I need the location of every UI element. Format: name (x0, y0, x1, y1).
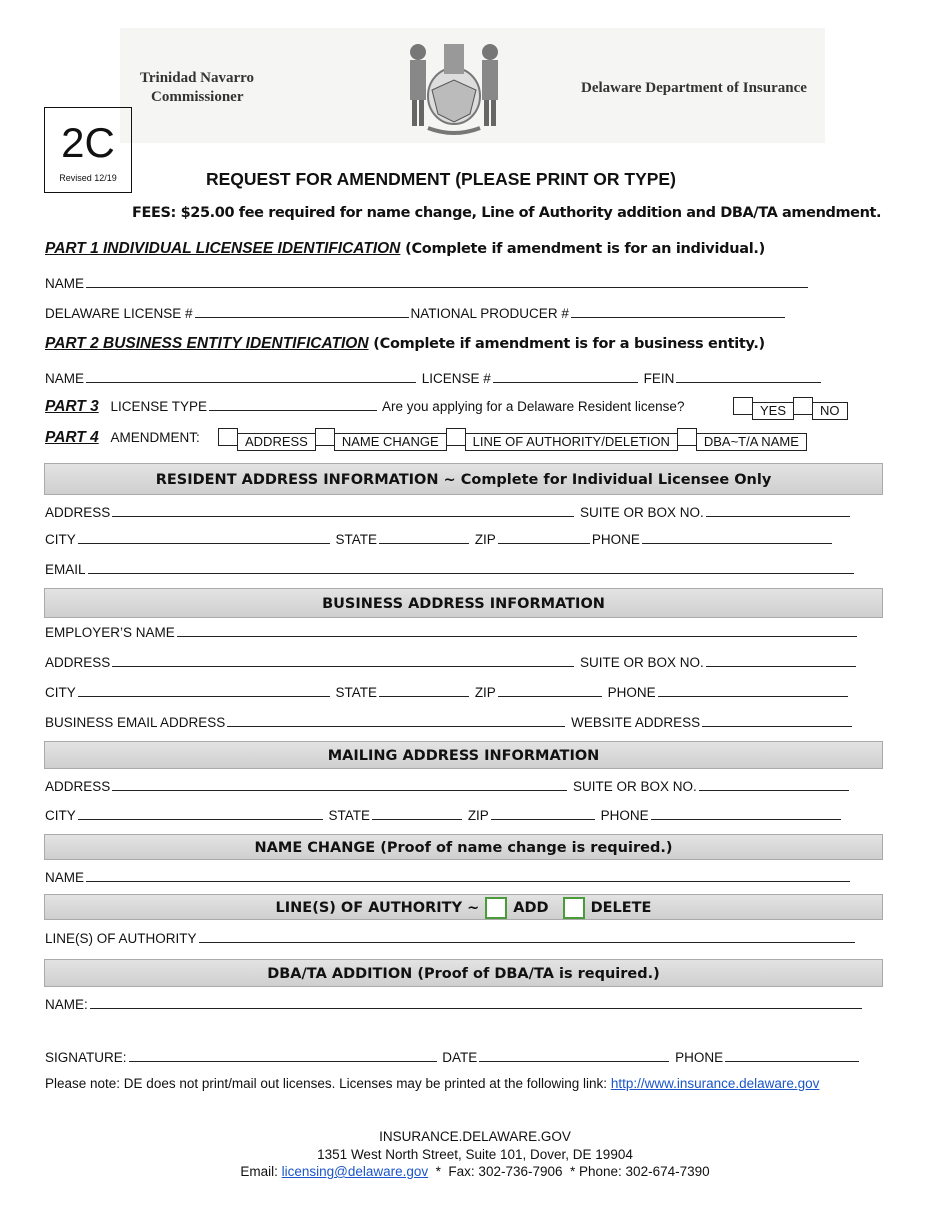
resident-email-label: EMAIL (45, 562, 86, 577)
signature-phone-field[interactable] (725, 1049, 859, 1062)
part1-name-row (45, 275, 810, 291)
part2-license-field[interactable] (493, 370, 638, 383)
amendment-address[interactable]: ADDRESS (237, 433, 316, 451)
fein-label: FEIN (643, 371, 675, 386)
business-address-row (45, 654, 858, 670)
resident-yes-no (733, 397, 848, 420)
loa-add-label: ADD (513, 900, 549, 916)
website-field[interactable] (702, 714, 852, 727)
resident-state-label: STATE (335, 532, 378, 547)
amendment-dba[interactable]: DBA~T/A NAME (696, 433, 807, 451)
loa-header-label: LINE(S) OF AUTHORITY ~ (275, 900, 480, 916)
mailing-phone-label: PHONE (600, 808, 649, 823)
footer-fax-phone: * Fax: 302-736-7906 * Phone: 302-674-7390 (428, 1164, 710, 1179)
signature-phone-label: PHONE (675, 1050, 724, 1065)
mailing-city-row (45, 807, 843, 823)
signature-field[interactable] (129, 1049, 437, 1062)
business-address-label: ADDRESS (45, 655, 111, 670)
loa-row (45, 930, 857, 946)
dba-row (45, 996, 864, 1012)
resident-phone-label: PHONE (591, 532, 640, 547)
footer (0, 1128, 950, 1181)
amendment-name-change-box[interactable] (315, 428, 335, 446)
signature-label: SIGNATURE: (45, 1050, 127, 1065)
business-phone-field[interactable] (658, 684, 848, 697)
part4-label: PART 4 (45, 429, 99, 446)
de-license-field[interactable] (195, 305, 409, 318)
business-suite-field[interactable] (706, 654, 856, 667)
amendment-loa[interactable]: LINE OF AUTHORITY/DELETION (465, 433, 678, 451)
loa-delete-label: DELETE (590, 900, 652, 916)
part1-name-label: NAME (45, 276, 85, 291)
business-suite-label: SUITE OR BOX NO. (580, 655, 704, 670)
mailing-city-label: CITY (45, 808, 76, 823)
mailing-state-field[interactable] (372, 807, 462, 820)
form-code-box (44, 107, 132, 193)
loa-field-label: LINE(S) OF AUTHORITY (45, 931, 197, 946)
resident-question: Are you applying for a Delaware Resident license? (382, 399, 685, 414)
mailing-zip-label: ZIP (467, 808, 489, 823)
fees-note: FEES: $25.00 fee required for name change, Line of Authority addition and DBA/TA amendment. (132, 205, 882, 221)
license-type-label: LICENSE TYPE (110, 399, 208, 414)
de-license-label: DELAWARE LICENSE # (45, 306, 193, 321)
employer-label: EMPLOYER’S NAME (45, 625, 175, 640)
resident-address-label: ADDRESS (45, 505, 111, 520)
resident-no-option[interactable]: NO (812, 402, 848, 420)
business-state-label: STATE (335, 685, 378, 700)
part1-note: (Complete if amendment is for an individual.) (400, 241, 765, 257)
part3-label: PART 3 (45, 398, 99, 415)
commissioner-name: Trinidad Navarro (140, 70, 255, 86)
commissioner-title: Commissioner (151, 89, 244, 105)
part3-row (45, 398, 684, 416)
footer-site: INSURANCE.DELAWARE.GOV (379, 1129, 571, 1144)
business-state-field[interactable] (379, 684, 469, 697)
mailing-suite-field[interactable] (699, 778, 849, 791)
department-name: Delaware Department of Insurance (581, 80, 807, 96)
business-email-label: BUSINESS EMAIL ADDRESS (45, 715, 226, 730)
signature-row (45, 1049, 861, 1065)
dba-name-label: NAME: (45, 997, 88, 1012)
part1-label: PART 1 INDIVIDUAL LICENSEE IDENTIFICATION (45, 240, 401, 257)
loa-field[interactable] (199, 930, 855, 943)
part2-license-label: LICENSE # (421, 371, 491, 386)
name-change-field[interactable] (86, 869, 850, 882)
part2-heading (45, 335, 765, 353)
name-change-section-header: NAME CHANGE (Proof of name change is required.) (44, 834, 883, 860)
business-zip-label: ZIP (474, 685, 496, 700)
resident-email-row (45, 561, 856, 577)
resident-phone-field[interactable] (642, 531, 832, 544)
form-code: 2C (61, 119, 115, 166)
mailing-address-label: ADDRESS (45, 779, 111, 794)
business-email-row (45, 714, 854, 730)
footer-email-label: Email: (240, 1164, 282, 1179)
resident-address-field[interactable] (112, 504, 574, 517)
license-print-note (45, 1076, 819, 1091)
part1-heading (45, 240, 765, 258)
loa-section-header (44, 894, 883, 920)
part2-note: (Complete if amendment is for a business entity.) (368, 336, 765, 352)
part1-license-row (45, 305, 787, 321)
mailing-state-label: STATE (328, 808, 371, 823)
name-change-row (45, 869, 852, 885)
signature-date-label: DATE (442, 1050, 478, 1065)
loa-add-checkbox[interactable] (485, 897, 507, 919)
delaware-seal (398, 30, 510, 138)
page-title: REQUEST FOR AMENDMENT (PLEASE PRINT OR TYPE) (206, 169, 676, 189)
resident-suite-label: SUITE OR BOX NO. (580, 505, 704, 520)
part1-name-field[interactable] (86, 275, 808, 288)
mailing-suite-label: SUITE OR BOX NO. (573, 779, 697, 794)
fein-field[interactable] (676, 370, 821, 383)
business-phone-label: PHONE (607, 685, 656, 700)
mailing-address-row (45, 778, 851, 794)
employer-field[interactable] (177, 624, 857, 637)
part2-name-field[interactable] (86, 370, 416, 383)
amendment-loa-box[interactable] (446, 428, 466, 446)
name-change-label: NAME (45, 870, 85, 885)
website-label: WEBSITE ADDRESS (571, 715, 701, 730)
mailing-city-field[interactable] (78, 807, 323, 820)
resident-city-row (45, 531, 834, 547)
resident-city-field[interactable] (78, 531, 330, 544)
resident-blank-box[interactable] (733, 397, 753, 415)
mailing-address-field[interactable] (112, 778, 567, 791)
resident-zip-label: ZIP (474, 532, 496, 547)
employer-row (45, 624, 859, 640)
amendment-name-change[interactable]: NAME CHANGE (334, 433, 447, 451)
part2-label: PART 2 BUSINESS ENTITY IDENTIFICATION (45, 335, 369, 352)
resident-section-header: RESIDENT ADDRESS INFORMATION ~ Complete for Individual Licensee Only (44, 463, 883, 495)
footer-email-link[interactable]: licensing@delaware.gov (281, 1164, 429, 1179)
resident-email-field[interactable] (88, 561, 854, 574)
business-city-field[interactable] (78, 684, 330, 697)
npn-field[interactable] (571, 305, 785, 318)
amendment-dba-box[interactable] (677, 428, 697, 446)
signature-date-field[interactable] (479, 1049, 669, 1062)
resident-no-box[interactable] (793, 397, 813, 415)
footer-contact (0, 1163, 950, 1181)
business-email-field[interactable] (227, 714, 565, 727)
amendment-address-box[interactable] (218, 428, 238, 446)
dba-section-header: DBA/TA ADDITION (Proof of DBA/TA is required.) (44, 959, 883, 987)
part4-row (45, 429, 200, 447)
business-zip-field[interactable] (498, 684, 602, 697)
resident-address-row (45, 504, 852, 520)
resident-state-field[interactable] (379, 531, 469, 544)
amendment-label: AMENDMENT: (110, 430, 200, 445)
business-address-field[interactable] (112, 654, 574, 667)
business-city-row (45, 684, 850, 700)
resident-zip-field[interactable] (498, 531, 590, 544)
part2-name-label: NAME (45, 371, 85, 386)
footer-address: 1351 West North Street, Suite 101, Dover, DE 19904 (317, 1146, 633, 1162)
amendment-options (218, 428, 807, 451)
business-city-label: CITY (45, 685, 76, 700)
loa-delete-checkbox[interactable] (563, 897, 585, 919)
insurance-website-link[interactable]: http://www.insurance.delaware.gov (610, 1076, 820, 1091)
revised-date: Revised 12/19 (59, 173, 117, 183)
mailing-section-header: MAILING ADDRESS INFORMATION (44, 741, 883, 769)
license-type-field[interactable] (209, 398, 377, 411)
resident-city-label: CITY (45, 532, 76, 547)
business-section-header: BUSINESS ADDRESS INFORMATION (44, 588, 883, 618)
dba-name-field[interactable] (90, 996, 862, 1009)
part2-row (45, 370, 823, 386)
resident-suite-field[interactable] (706, 504, 850, 517)
mailing-phone-field[interactable] (651, 807, 841, 820)
resident-yes-option[interactable]: YES (752, 402, 794, 420)
npn-label: NATIONAL PRODUCER # (410, 306, 569, 321)
note-text: Please note: DE does not print/mail out licenses. Licenses may be printed at the following link: (45, 1076, 611, 1091)
mailing-zip-field[interactable] (491, 807, 595, 820)
